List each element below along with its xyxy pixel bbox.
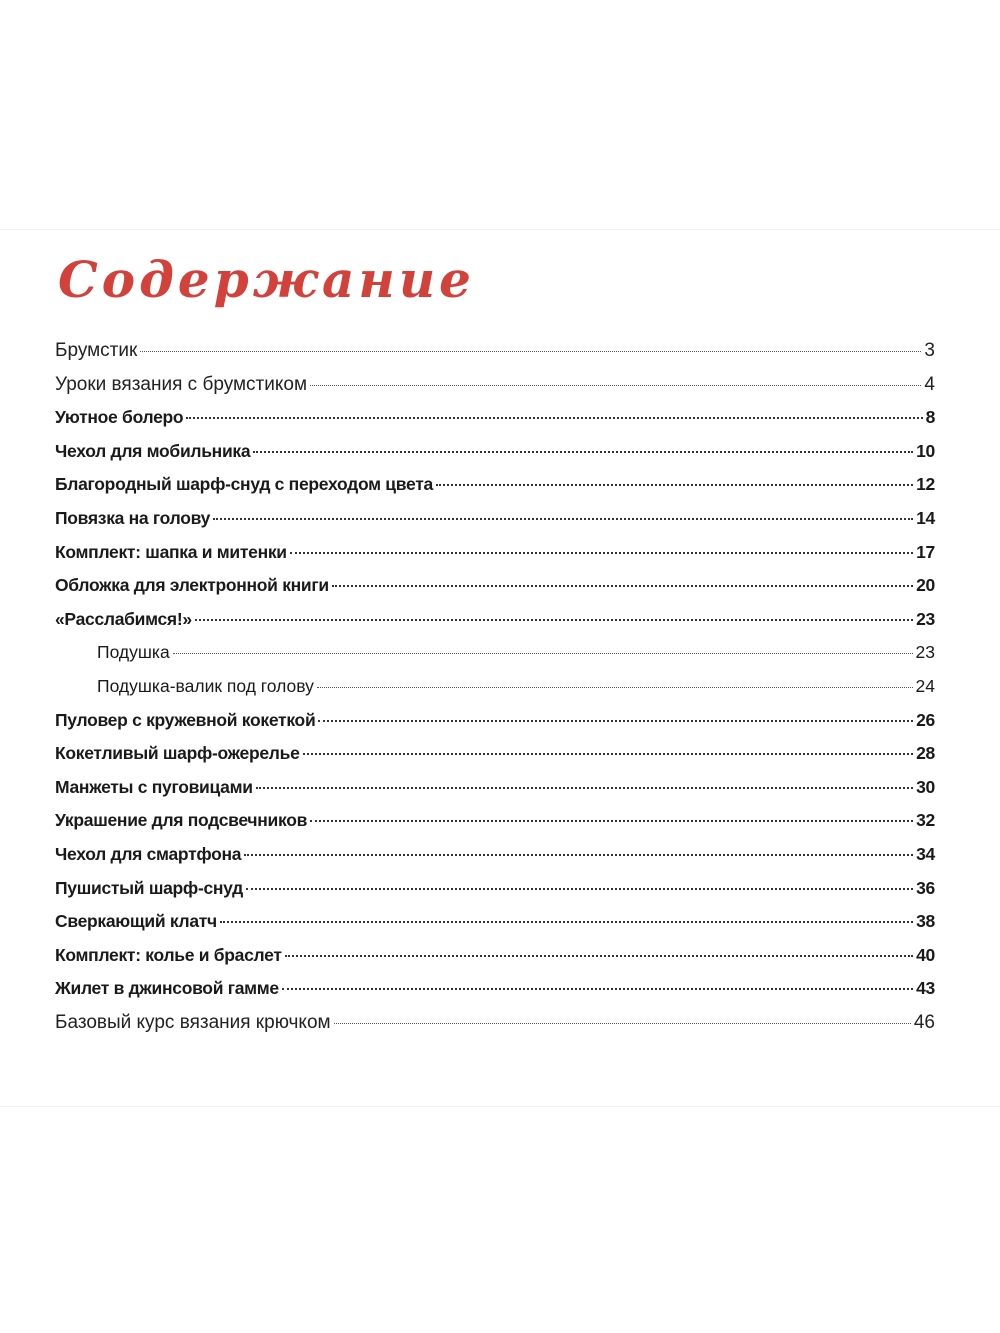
toc-entry[interactable] <box>55 368 935 402</box>
toc-entry-title: Украшение для подсвечников <box>55 810 308 831</box>
toc-entry-page: 24 <box>915 675 935 696</box>
toc-entry-page: 4 <box>924 373 935 395</box>
toc-entry-title: Чехол для смартфона <box>55 843 242 864</box>
toc-entry-page: 3 <box>924 340 935 361</box>
toc-entry-title: Пушистый шарф-снуд <box>55 877 243 898</box>
toc-entry[interactable] <box>55 334 935 368</box>
leader-dots <box>317 687 913 688</box>
leader-dots <box>256 787 913 789</box>
leader-dots <box>310 820 913 822</box>
toc-entry-title: Подушка-валик под голову <box>97 675 314 696</box>
toc-entry-title: Базовый курс вязания крючком <box>55 1011 331 1033</box>
toc-entry-page: 32 <box>916 810 935 831</box>
toc-entry[interactable] <box>55 603 935 637</box>
toc-entry-page: 46 <box>913 1011 935 1033</box>
toc-entry[interactable] <box>55 737 935 771</box>
leader-dots <box>195 619 913 621</box>
toc-entry[interactable] <box>55 536 935 570</box>
leader-dots <box>318 720 913 722</box>
toc-entry-title: «Расслабимся!» <box>55 608 192 629</box>
leader-dots <box>332 585 913 587</box>
leader-dots <box>303 753 914 755</box>
toc-entry-title: Брумстик <box>55 340 138 361</box>
toc-entry[interactable] <box>55 401 935 435</box>
toc-entry-page: 10 <box>916 440 935 461</box>
toc-entry-page: 14 <box>916 507 935 528</box>
toc-entry-title: Комплект: шапка и митенки <box>55 541 287 562</box>
leader-dots <box>186 417 922 419</box>
leader-dots <box>173 653 913 654</box>
toc-entry-title: Уроки вязания с брумстиком <box>55 373 308 395</box>
toc-entry-title: Пуловер с кружевной кокеткой <box>55 709 316 730</box>
toc-entry-title: Уютное болеро <box>55 407 184 428</box>
leader-dots <box>436 484 913 486</box>
toc-entry[interactable] <box>55 838 935 872</box>
toc-subentry[interactable] <box>55 670 935 704</box>
toc-subentry[interactable] <box>55 636 935 670</box>
toc-entry-title: Повязка на голову <box>55 507 211 528</box>
toc-entry-title: Жилет в джинсовой гамме <box>55 978 279 999</box>
toc-entry-title: Чехол для мобильника <box>55 440 251 461</box>
toc-entry-page: 23 <box>916 608 935 629</box>
contents-page <box>0 230 1000 1106</box>
toc-entry-page: 26 <box>916 709 935 730</box>
leader-dots <box>213 518 913 520</box>
toc-entry-title: Подушка <box>97 642 170 663</box>
toc-entry[interactable] <box>55 502 935 536</box>
toc-entry-page: 8 <box>925 407 935 428</box>
toc-entry-title: Манжеты с пуговицами <box>55 776 253 797</box>
toc-entry[interactable] <box>55 804 935 838</box>
leader-dots <box>282 988 913 990</box>
toc-entry-page: 43 <box>916 978 935 999</box>
toc-entry-page: 36 <box>916 877 935 898</box>
toc-entry-page: 30 <box>916 776 935 797</box>
leader-dots <box>220 921 913 923</box>
toc-entry-title: Кокетливый шарф-ожерелье <box>55 743 300 764</box>
toc-entry[interactable] <box>55 569 935 603</box>
toc-entry-page: 17 <box>916 541 935 562</box>
toc-entry[interactable] <box>55 435 935 469</box>
toc-entry[interactable] <box>55 771 935 805</box>
page-title: Содержание <box>58 250 475 309</box>
toc-entry-title: Сверкающий клатч <box>55 911 217 932</box>
toc-entry-page: 20 <box>916 575 935 596</box>
leader-dots <box>290 552 913 554</box>
leader-dots <box>246 888 913 890</box>
leader-dots <box>310 385 921 386</box>
toc-entry[interactable] <box>55 905 935 939</box>
toc-entry-title: Обложка для электронной книги <box>55 575 329 596</box>
toc-entry-page: 38 <box>916 911 935 932</box>
toc-entry-page: 28 <box>916 743 935 764</box>
table-of-contents <box>55 334 935 1039</box>
toc-entry-page: 40 <box>916 944 935 965</box>
toc-entry[interactable] <box>55 872 935 906</box>
toc-entry[interactable] <box>55 704 935 738</box>
toc-entry[interactable] <box>55 972 935 1006</box>
leader-dots <box>334 1023 911 1024</box>
leader-dots <box>244 854 913 856</box>
toc-entry-title: Благородный шарф-снуд с переходом цвета <box>55 474 433 495</box>
toc-entry[interactable] <box>55 1006 935 1040</box>
toc-entry-page: 23 <box>915 642 935 663</box>
toc-entry[interactable] <box>55 939 935 973</box>
leader-dots <box>285 955 914 957</box>
leader-dots <box>140 351 921 352</box>
leader-dots <box>253 451 913 453</box>
toc-entry[interactable] <box>55 468 935 502</box>
toc-entry-page: 34 <box>916 843 935 864</box>
toc-entry-page: 12 <box>916 474 935 495</box>
toc-entry-title: Комплект: колье и браслет <box>55 944 282 965</box>
